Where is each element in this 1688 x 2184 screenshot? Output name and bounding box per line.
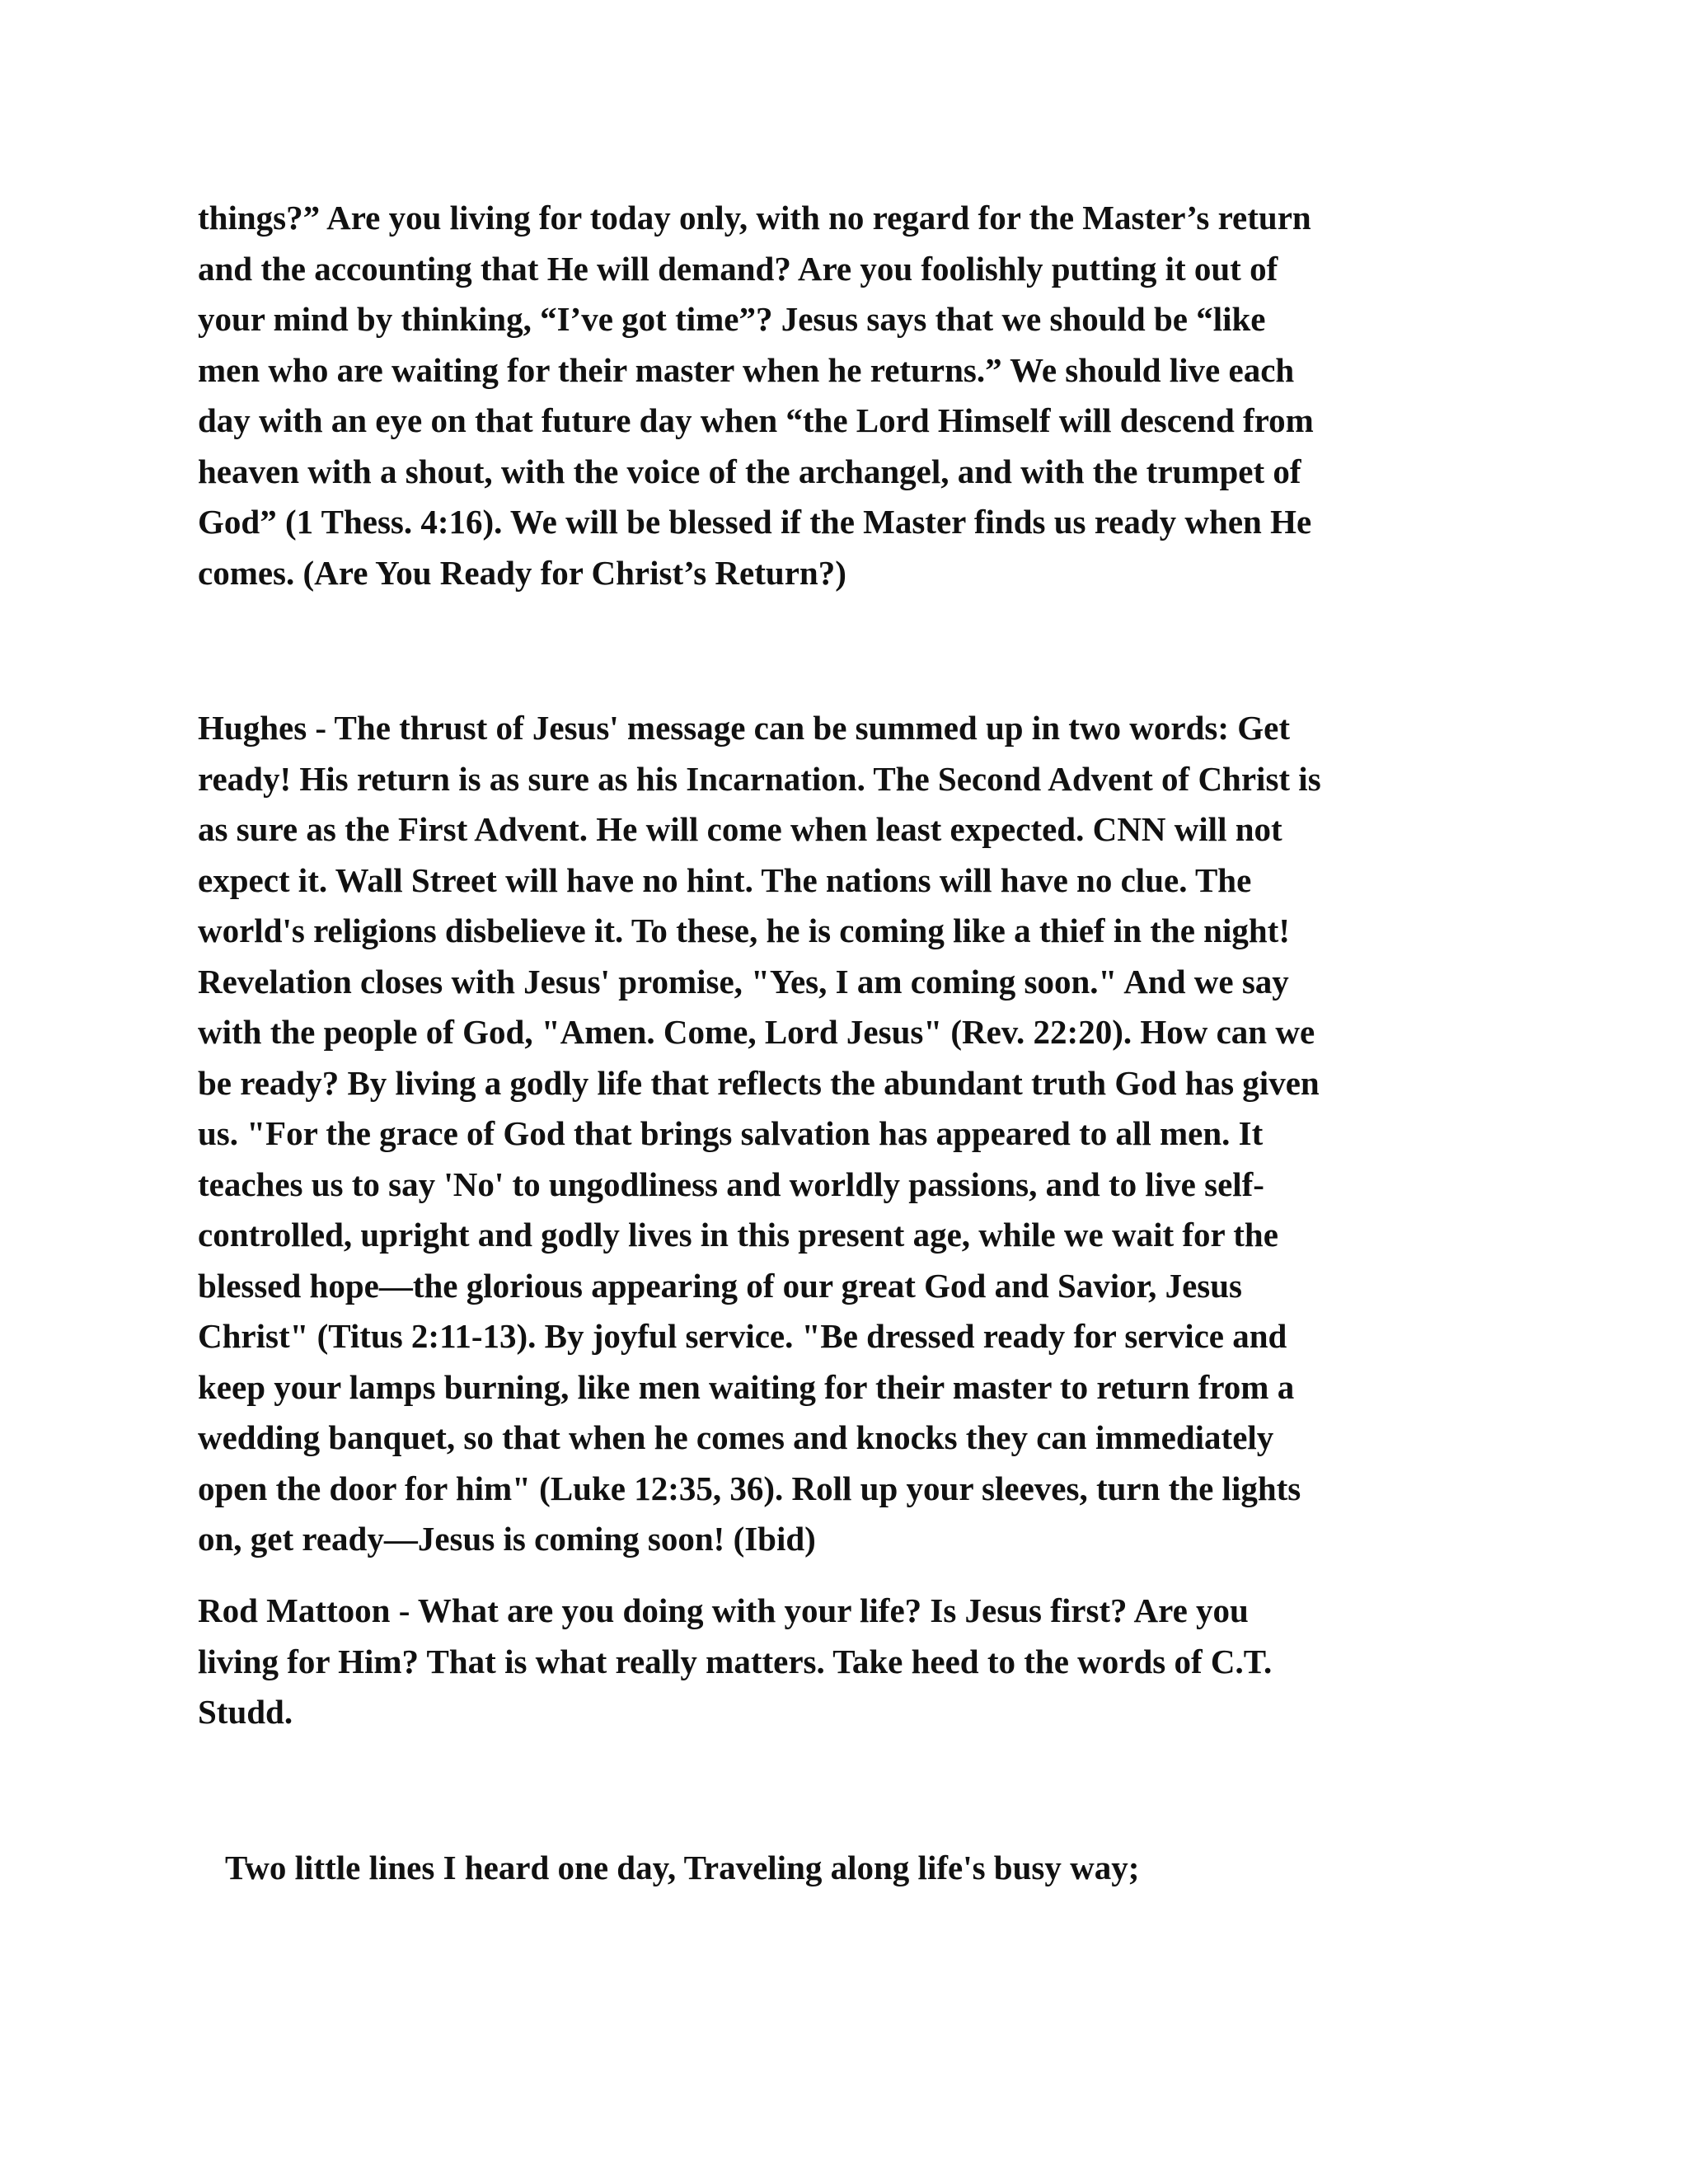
text-line: and the accounting that He will demand? Are you foolishly putting it out of (198, 249, 1278, 288)
text-line: world's religions disbelieve it. To these, he is coming like a thief in the night! (198, 912, 1290, 949)
text-line: things?” Are you living for today only, with no regard for the Master’s return (198, 199, 1311, 237)
text-line: Revelation closes with Jesus' promise, "Yes, I am coming soon." And we say (198, 962, 1289, 1001)
text-line: open the door for him" (Luke 12:35, 36). Roll up your sleeves, turn the lights (198, 1469, 1301, 1507)
text-line: blessed hope—the glorious appearing of our great God and Savior, Jesus (198, 1266, 1242, 1305)
text-line: your mind by thinking, “I’ve got time”? Jesus says that we should be “like (198, 300, 1266, 338)
text-line: living for Him? That is what really matters. Take heed to the words of C.T. (198, 1642, 1273, 1680)
text-line: Rod Mattoon - What are you doing with your life? Is Jesus first? Are you (198, 1591, 1249, 1629)
text-line: with the people of God, "Amen. Come, Lord Jesus" (Rev. 22:20). How can we (198, 1013, 1315, 1051)
text-line: keep your lamps burning, like men waiting for their master to return from a (198, 1367, 1295, 1406)
text-line: us. "For the grace of God that brings salvation has appeared to all men. It (198, 1114, 1264, 1152)
text-line: Hughes - The thrust of Jesus' message can be summed up in two words: Get (198, 709, 1290, 747)
text-line: controlled, upright and godly lives in this present age, while we wait for the (198, 1216, 1278, 1254)
text-line: wedding banquet, so that when he comes and knocks they can immediately (198, 1418, 1274, 1456)
text-line: be ready? By living a godly life that reflects the abundant truth God has given (198, 1063, 1320, 1102)
paragraph-hughes (198, 703, 1500, 1565)
text-line: comes. (Are You Ready for Christ’s Return?) (198, 553, 846, 592)
poem-line (225, 1843, 1527, 1894)
text-line: expect it. Wall Street will have no hint. The nations will have no clue. The (198, 860, 1252, 899)
text-line: day with an eye on that future day when “the Lord Himself will descend from (198, 401, 1314, 439)
text-line: teaches us to say 'No' to ungodliness and worldly passions, and to live self- (198, 1165, 1264, 1203)
text-line: Christ" (Titus 2:11-13). By joyful service. "Be dressed ready for service and (198, 1317, 1287, 1355)
text-line: as sure as the First Advent. He will come when least expected. CNN will not (198, 810, 1282, 848)
text-line: Two little lines I heard one day, Traveling along life's busy way; (225, 1849, 1140, 1886)
text-line: Studd. (198, 1693, 293, 1731)
paragraph-are-you-ready (198, 193, 1500, 598)
text-line: ready! His return is as sure as his Incarnation. The Second Advent of Christ is (198, 759, 1321, 798)
text-line: on, get ready—Jesus is coming soon! (Ibid) (198, 1520, 816, 1558)
paragraph-rod-mattoon (198, 1586, 1500, 1738)
text-line: heaven with a shout, with the voice of the archangel, and with the trumpet of (198, 452, 1301, 490)
text-line: God” (1 Thess. 4:16). We will be blessed if the Master finds us ready when He (198, 503, 1312, 541)
text-line: men who are waiting for their master when he returns.” We should live each (198, 350, 1295, 389)
